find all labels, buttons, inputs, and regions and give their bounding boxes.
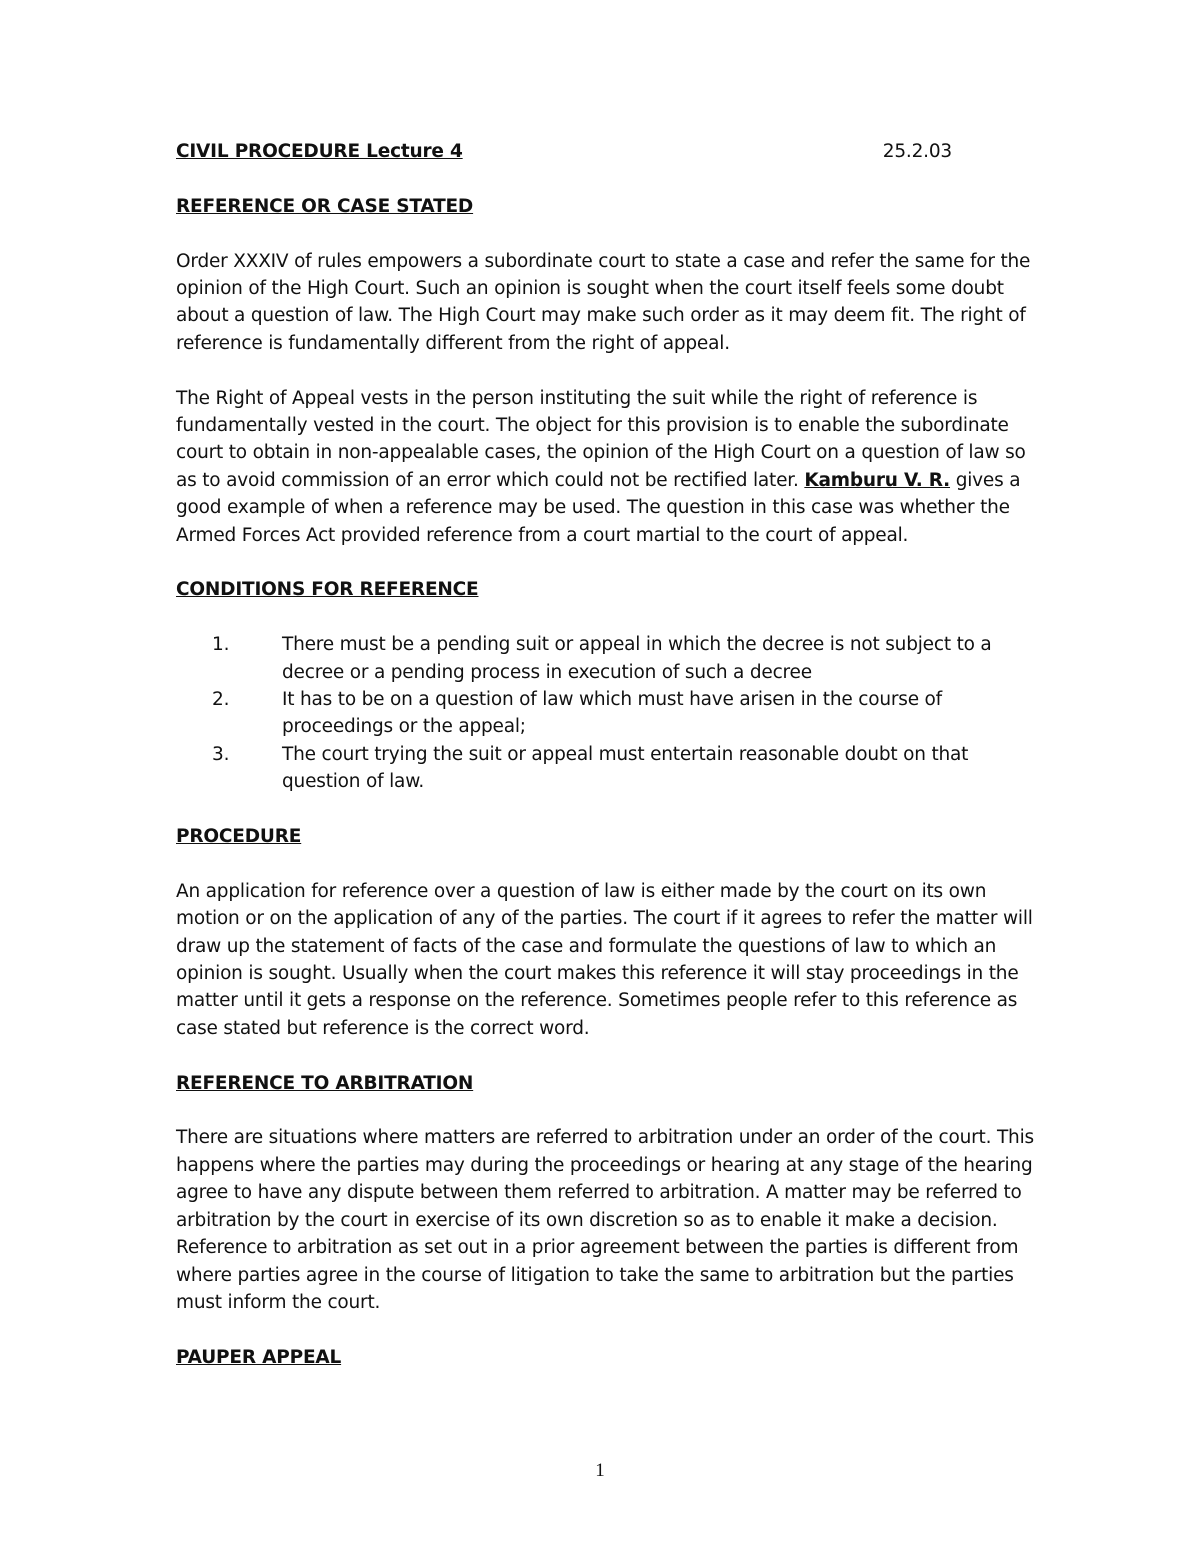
- reference-paragraph-2-text: The Right of Appeal vests in the person instituting the suit while the right of reference is fundamentally vested in the court. The object for this provision is to enable the subordinate court to obtain in non-appealable cases, the opinion of the High Court on a question of law so as to avoid commission of an error which could not be rectified later.: [176, 387, 1026, 491]
- list-item: [176, 686, 1036, 741]
- list-item: [176, 631, 1036, 686]
- list-item-text: The court trying the suit or appeal must entertain reasonable doubt on that question of law.: [282, 743, 969, 793]
- section-heading-pauper: PAUPER APPEAL: [176, 1346, 342, 1368]
- page-number: 1: [595, 1460, 605, 1481]
- list-item-number: 1.: [212, 634, 230, 656]
- document-page: [176, 138, 1036, 1371]
- reference-paragraph-2-tail: gives a good example of when a reference may be used. The question in this case was whether the Armed Forces Act provided reference from a court martial to the court of appeal.: [176, 469, 1021, 546]
- list-item: [176, 741, 1036, 796]
- case-citation: Kamburu V. R.: [804, 469, 951, 491]
- list-item-text: There must be a pending suit or appeal in which the decree is not subject to a decree or a pending process in execution of such a decree: [282, 634, 992, 683]
- section-heading-conditions: CONDITIONS FOR REFERENCE: [176, 579, 479, 601]
- arbitration-paragraph: There are situations where matters are referred to arbitration under an order of the court. This happens where the parties may during the proceedings or hearing at any stage of the hearing agree to have any dispute between them referred to arbitration. A matter may be referred to arbitration by the court in exercise of its own discretion so as to enable it make a decision. Reference to arbitration as set out in a prior agreement between the parties is different from where parties agree in the course of litigation to take the same to arbitration but the parties must inform the court.: [176, 1127, 1034, 1313]
- conditions-list: [176, 631, 1036, 795]
- section-heading-reference: REFERENCE OR CASE STATED: [176, 195, 474, 217]
- document-header: [176, 138, 952, 165]
- list-item-number: 3.: [212, 743, 230, 765]
- list-item-number: 2.: [212, 689, 230, 711]
- procedure-paragraph: An application for reference over a question of law is either made by the court on its own motion or on the application of any of the parties. The court if it agrees to refer the matter will draw up the statement of facts of the case and formulate the questions of law to which an opinion is sought. Usually when the court makes this reference it will stay proceedings in the matter until it gets a response on the reference. Sometimes people refer to this reference as case stated but reference is the correct word.: [176, 880, 1033, 1039]
- document-title: CIVIL PROCEDURE Lecture 4: [176, 141, 463, 162]
- section-heading-arbitration: REFERENCE TO ARBITRATION: [176, 1072, 474, 1094]
- reference-paragraph-2: [176, 385, 1036, 549]
- section-heading-procedure: PROCEDURE: [176, 826, 302, 848]
- list-item-text: It has to be on a question of law which must have arisen in the course of proceedings or the appeal;: [282, 689, 942, 738]
- document-date: 25.2.03: [882, 141, 952, 162]
- reference-paragraph-1: Order XXXIV of rules empowers a subordinate court to state a case and refer the same for the opinion of the High Court. Such an opinion is sought when the court itself feels some doubt about a question of law. The High Court may make such order as it may deem fit. The right of reference is fundamentally different from the right of appeal.: [176, 250, 1031, 354]
